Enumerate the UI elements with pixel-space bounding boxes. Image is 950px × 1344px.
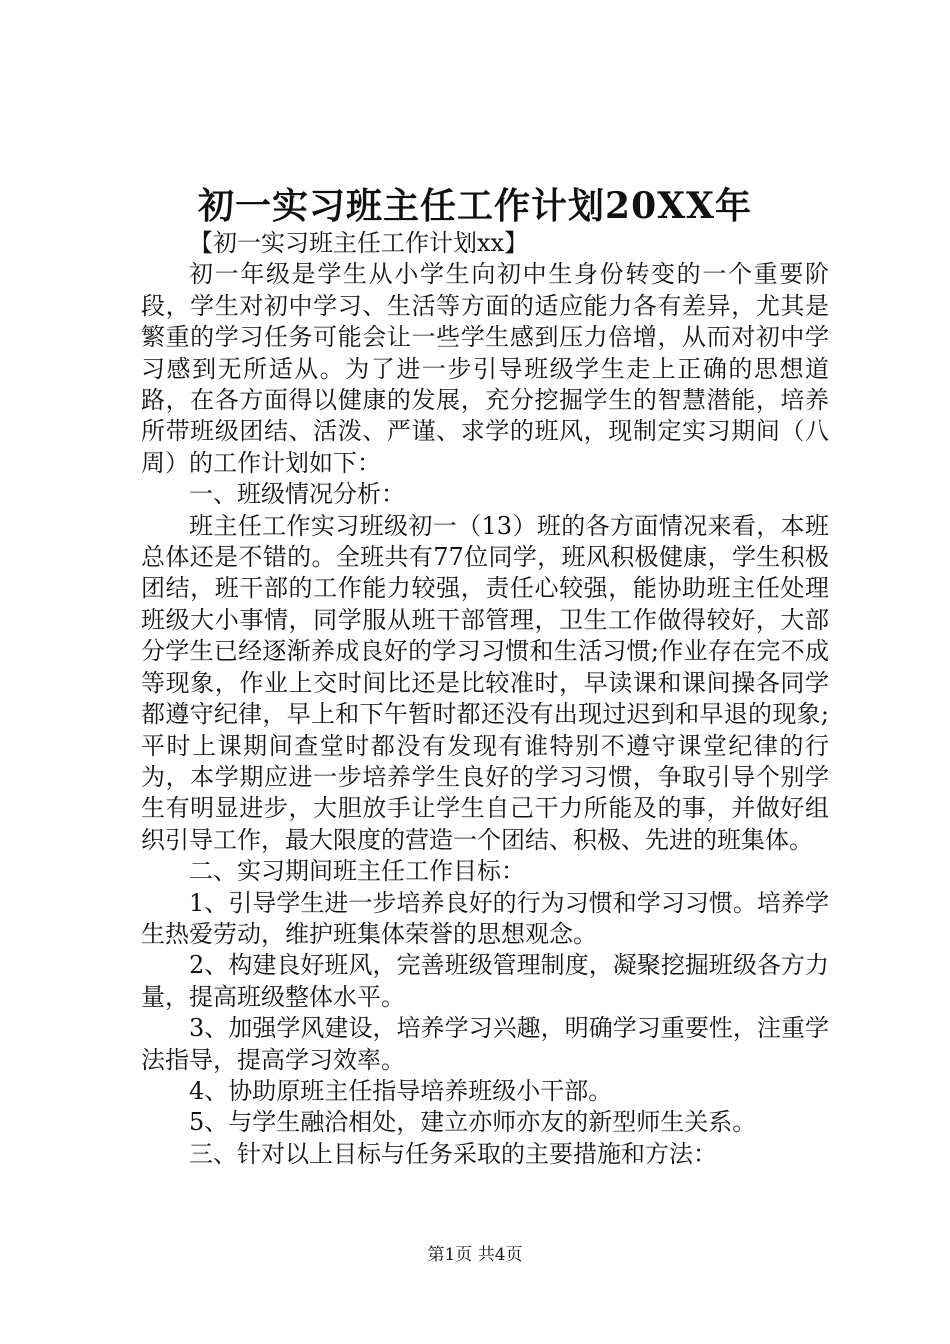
goal-item-4: 4、协助原班主任指导培养班级小干部。 (189, 1076, 613, 1105)
goal-item-3: 3、加强学风建设，培养学习兴趣，明确学习重要性，注重学法指导，提高学习效率。 (141, 1014, 829, 1074)
section-heading-3: 三、针对以上目标与任务采取的主要措施和方法： (189, 1139, 717, 1168)
section-heading-1: 一、班级情况分析： (189, 480, 405, 509)
section-heading-2: 二、实习期间班主任工作目标： (189, 857, 525, 886)
document-body (141, 228, 829, 1170)
page-number-footer: 第1页 共4页 (427, 1245, 523, 1265)
goal-item-2: 2、构建良好班风，完善班级管理制度，凝聚挖掘班级各方力量，提高班级整体水平。 (141, 951, 829, 1011)
intro-paragraph: 初一年级是学生从小学生向初中生身份转变的一个重要阶段，学生对初中学习、生活等方面的适应能力各有差异，尤其是繁重的学习任务可能会让一些学生感到压力倍增，从而对初中学习感到无所适从。为了进一步引导班级学生走上正确的思想道路，在各方面得以健康的发展，充分挖掘学生的智慧潜能，培养所带班级团结、活泼、严谨、求学的班风，现制定实习期间（八周）的工作计划如下： (141, 260, 829, 477)
document-title: 初一实习班主任工作计划20XX年 (198, 185, 752, 227)
class-analysis-paragraph: 班主任工作实习班级初一（13）班的各方面情况来看，本班总体还是不错的。全班共有77位同学，班风积极健康，学生积极团结，班干部的工作能力较强，责任心较强，能协助班主任处理班级大小事情，同学服从班干部管理，卫生工作做得较好，大部分学生已经逐渐养成良好的学习习惯和生活习惯;作业存在完不成等现象，作业上交时间比还是比较准时，早读课和课间操各同学都遵守纪律，早上和下午暂时都还没有出现过迟到和早退的现象;平时上课期间查堂时都没有发现有谁特别不遵守课堂纪律的行为，本学期应进一步培养学生良好的学习习惯，争取引导个别学生有明显进步，大胆放手让学生自己干力所能及的事，并做好组织引导工作，最大限度的营造一个团结、积极、先进的班集体。 (141, 511, 829, 854)
goal-item-1: 1、引导学生进一步培养良好的行为习惯和学习习惯。培养学生热爱劳动，维护班集体荣誉的思想观念。 (141, 888, 829, 948)
goal-item-5: 5、与学生融洽相处，建立亦师亦友的新型师生关系。 (189, 1108, 757, 1137)
subtitle-bracket: 【初一实习班主任工作计划xx】 (189, 229, 529, 257)
